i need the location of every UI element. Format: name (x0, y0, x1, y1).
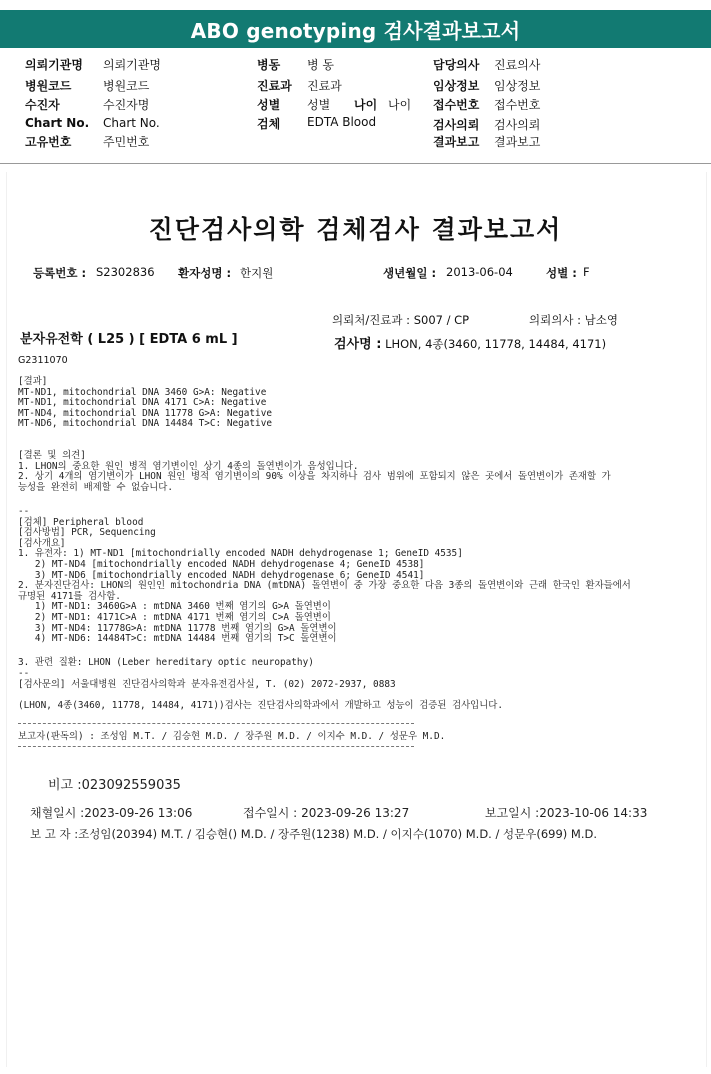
header-value-department: 진료과 (307, 79, 342, 93)
reporters-line: 보고자(판독의) : 조성임 M.T. / 김승현 M.D. / 장주원 M.D. / 이지수 M.D. / 성문우 M.D. (18, 731, 446, 742)
report-title: 진단검사의학 검체검사 결과보고서 (148, 215, 563, 244)
ordering-department: 의뢰처/진료과 : S007 / CP (332, 313, 470, 327)
ordering-doctor: 의뢰의사 : 남소영 (529, 313, 618, 327)
collection-time: 채혈일시 :2023-09-26 13:06 (30, 806, 193, 820)
header-field-clinical-info: 임상정보 (433, 79, 480, 93)
patient-name-value: 한지원 (240, 266, 274, 280)
header-value-chart-no: Chart No. (103, 116, 160, 130)
header-value-institution: 의뢰기관명 (103, 58, 161, 72)
header-value-id-number: 주민번호 (103, 135, 150, 149)
header-field-attending: 담당의사 (433, 58, 480, 72)
reporter-row: 보 고 자 :조성임(20394) M.T. / 김승현() M.D. / 장주원(1238) M.D. / 이지수(1070) M.D. / 성문우(699) M.D. (30, 827, 598, 841)
header-value-attending: 진료의사 (494, 58, 541, 72)
registration-number-value: S2302836 (96, 265, 155, 279)
divider-line (18, 746, 414, 747)
header-field-hospital-code: 병원코드 (25, 79, 72, 93)
header-field-ward: 병동 (257, 58, 281, 72)
note-row: 비고 :023092559035 (48, 778, 181, 793)
header-field-patient: 수진자 (25, 98, 60, 112)
header-value-accession: 접수번호 (494, 98, 541, 112)
sample-id: G2311070 (18, 355, 68, 366)
header-field-institution: 의뢰기관명 (25, 58, 83, 72)
header-value-result-report: 결과보고 (494, 135, 541, 149)
report-header-bar (0, 10, 711, 48)
header-value-sex: 성별 (307, 98, 331, 112)
header-field-chart-no: Chart No. (25, 116, 90, 130)
header-field-department: 진료과 (257, 79, 292, 93)
header-field-sex: 성별 (257, 98, 281, 112)
header-field-accession: 접수번호 (433, 98, 480, 112)
report-header-title: ABO genotyping 검사결과보고서 (190, 18, 521, 43)
registration-number: 등록번호 : (33, 266, 87, 280)
report-time: 보고일시 :2023-10-06 14:33 (485, 806, 648, 820)
conclusion-block: [결론 및 의견] 1. LHON의 중요한 원인 병적 염기변이인 상기 4종의 돌연변이가 음성입니다. 2. 상기 4개의 염기변이가 LHON 원인 병적 염기변이의 90% 이상을 차지하나 검사 범위에 포함되지 않은 곳에서 돌연변이가 존재할 가 능성을 완전히 배제할 수 없습니다. (18, 450, 611, 493)
header-field-result-report: 결과보고 (433, 135, 480, 149)
header-value-ward: 병 동 (307, 58, 334, 72)
header-divider (0, 163, 711, 164)
header-field-specimen: 검체 (257, 117, 281, 131)
header-value-request: 검사의뢰 (494, 118, 541, 132)
test-details-block: -- [검체] Peripheral blood [검사방법] PCR, Sequencing [검사개요] 1. 유전자: 1) MT-ND1 [mitochondrially encoded NADH dehydrogenase 1; GeneID 4535] 2) MT-ND4 [mitochondrially encoded NADH dehydrogenase 4; GeneID 4538] 3) MT-ND6 [mitochondrially encoded NADH dehydrogenase 6; GeneID 4541] 2. 분자진단검사: LHON의 원인인 mitochondria DNA (mtDNA) 돌연변이 중 가장 중요한 다음 3종의 돌연변이와 근래 한국인 환자들에서 규명된 4171를 검사함. 1) MT-ND1: 3460G>A : mtDNA 3460 번째 염기의 G>A 돌연변이 2) MT-ND1: 4171C>A : mtDNA 4171 번째 염기의 C>A 돌연변이 3) MT-ND4: 11778G>A: mtDNA 11778 번째 염기의 G>A 돌연변이 4) MT-ND6: 14484T>C: mtDNA 14484 번째 염기의 T>C 돌연변이 (18, 506, 631, 645)
header-field-age: 나이 (354, 98, 378, 112)
results-block: [결과] MT-ND1, mitochondrial DNA 3460 G>A: Negative MT-ND1, mitochondrial DNA 4171 C>A: Negative MT-ND4, mitochondrial DNA 11778 G>A: Negative MT-ND6, mitochondrial DNA 14484 T>C: Negative (18, 376, 272, 430)
section-title: 분자유전학 ( L25 ) [ EDTA 6 mL ] (20, 332, 238, 347)
validation-note: (LHON, 4종(3460, 11778, 14484, 4171))검사는 진단검사의학과에서 개발하고 성능이 검증된 검사입니다. (18, 700, 503, 711)
contact-info: [검사문의] 서울대병원 진단검사의학과 분자유전검사실, T. (02) 2072-2937, 0883 (18, 679, 396, 690)
header-value-clinical-info: 임상정보 (494, 79, 541, 93)
header-value-age: 나이 (388, 98, 412, 112)
divider-line (18, 723, 414, 724)
receipt-time: 접수일시 : 2023-09-26 13:27 (243, 806, 410, 820)
related-disease: 3. 관련 질환: LHON (Leber hereditary optic neuropathy) -- (18, 657, 314, 679)
date-of-birth: 생년월일 : (383, 266, 437, 280)
header-value-specimen: EDTA Blood (307, 115, 377, 129)
test-name: 검사명 : LHON, 4종(3460, 11778, 14484, 4171) (334, 337, 607, 352)
patient-sex-value: F (583, 265, 590, 279)
header-value-patient: 수진자명 (103, 98, 150, 112)
header-value-hospital-code: 병원코드 (103, 79, 150, 93)
date-of-birth-value: 2013-06-04 (446, 265, 513, 279)
header-field-request: 검사의뢰 (433, 118, 480, 132)
patient-sex: 성별 : (546, 266, 577, 280)
patient-name: 환자성명 : (178, 266, 232, 280)
header-field-id-number: 고유번호 (25, 135, 72, 149)
